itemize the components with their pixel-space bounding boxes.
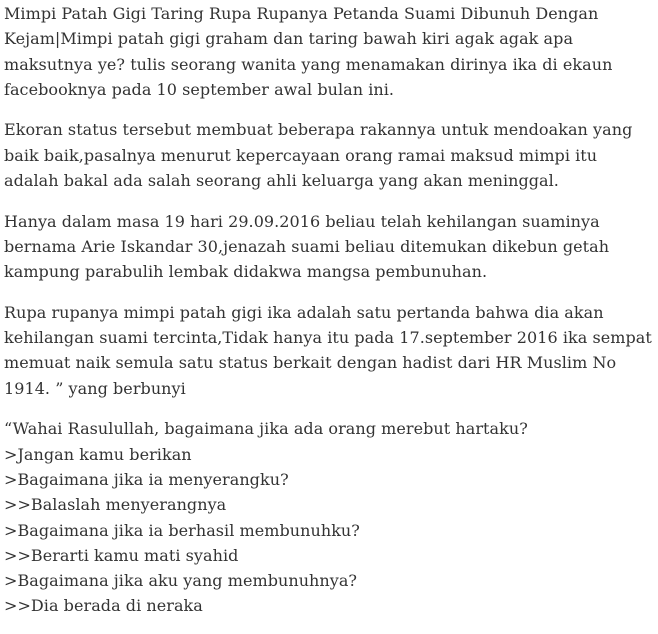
quote-line: “Wahai Rasulullah, bagaimana jika ada orang merebut hartaku?: [4, 419, 528, 439]
paragraph-death: Hanya dalam masa 19 hari 29.09.2016 beliau telah kehilangan suaminya bernama Arie Iskandar 30,jenazah suami beliau ditemukan dikebun getah kampung parabulih lembak didakwa mangsa pembunuhan.: [4, 211, 610, 282]
hadith-quote: [4, 416, 654, 618]
quote-line: >>Berarti kamu mati syahid: [4, 545, 239, 565]
quote-line: >>Dia berada di neraka: [4, 596, 203, 616]
paragraph-premonition: Rupa rupanya mimpi patah gigi ika adalah satu pertanda bahwa dia akan kehilangan suami tercinta,Tidak hanya itu pada 17.september 2016 ika sempat memuat naik semula satu status berkait dengan hadist dari HR Muslim No 1914. ” yang berbunyi: [4, 302, 652, 398]
paragraph-reaction: Ekoran status tersebut membuat beberapa rakannya untuk mendoakan yang baik baik,pasalnya menurut kepercayaan orang ramai maksud mimpi itu adalah bakal ada salah seorang ahli keluarga yang akan meninggal.: [4, 120, 633, 191]
article-body: [4, 1, 654, 619]
quote-line: >Bagaimana jika ia menyerangku?: [4, 469, 289, 489]
quote-line: >Bagaimana jika aku yang membunuhnya?: [4, 571, 358, 591]
quote-line: >Bagaimana jika ia berhasil membunuhku?: [4, 520, 360, 540]
quote-line: >>Balaslah menyerangnya: [4, 495, 227, 515]
paragraph-intro: Mimpi Patah Gigi Taring Rupa Rupanya Petanda Suami Dibunuh Dengan Kejam|Mimpi patah gigi graham dan taring bawah kiri agak agak apa maksutnya ye? tulis seorang wanita yang menamakan dirinya ika di ekaun facebooknya pada 10 september awal bulan ini.: [4, 4, 613, 99]
quote-line: >Jangan kamu berikan: [4, 444, 192, 464]
